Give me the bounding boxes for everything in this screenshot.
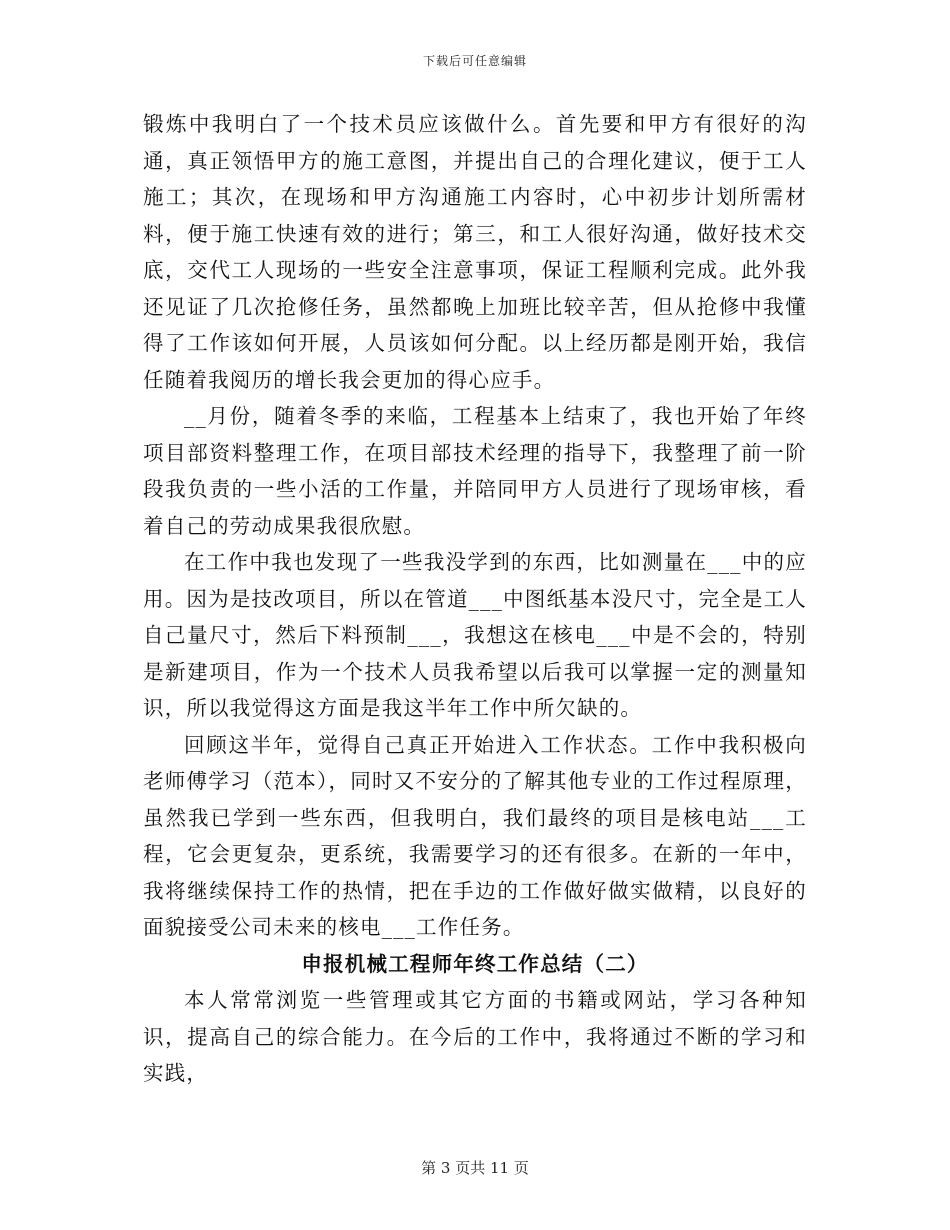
page-header: 下载后可任意编辑 xyxy=(422,54,527,68)
page-footer: 第 3 页共 11 页 xyxy=(421,1159,529,1177)
paragraph-4: 回顾这半年，觉得自己真正开始进入工作状态。工作中我积极向老师傅学习（范本），同时又不安分的了解其他专业的工作过程原理，虽然我已学到一些东西，但我明白，我们最终的项目是核电站___工程，它会更复杂，更系统，我需要学习的还有很多。在新的一年中，我将继续保持工作的热情，把在手边的工作做好做实做精，以良好的面貌接受公司未来的核电___工作任务。 xyxy=(143,732,807,939)
document-body xyxy=(143,106,807,1092)
paragraph-1: 锻炼中我明白了一个技术员应该做什么。首先要和甲方有很好的沟通，真正领悟甲方的施工意图，并提出自己的合理化建议，便于工人施工；其次，在现场和甲方沟通施工内容时，心中初步计划所需材料，便于施工快速有效的进行；第三，和工人很好沟通，做好技术交底，交代工人现场的一些安全注意事项，保证工程顺利完成。此外我还见证了几次抢修任务，虽然都晚上加班比较辛苦，但从抢修中我懂得了工作该如何开展，人员该如何分配。以上经历都是刚开始，我信任随着我阅历的增长我会更加的得心应手。 xyxy=(143,112,807,392)
paragraph-5: 本人常常浏览一些管理或其它方面的书籍或网站，学习各种知识，提高自己的综合能力。在今后的工作中，我将通过不断的学习和实践， xyxy=(143,988,807,1085)
paragraph-3: 在工作中我也发现了一些我没学到的东西，比如测量在___中的应用。因为是技改项目，所以在管道___中图纸基本没尺寸，完全是工人自己量尺寸，然后下料预制___，我想这在核电___中是不会的，特别是新建项目，作为一个技术人员我希望以后我可以掌握一定的测量知识，所以我觉得这方面是我这半年工作中所欠缺的。 xyxy=(143,550,807,720)
section-title: 申报机械工程师年终工作总结（二） xyxy=(301,951,649,976)
paragraph-2: __月份，随着冬季的来临，工程基本上结束了，我也开始了年终项目部资料整理工作，在项目部技术经理的指导下，我整理了前一阶段我负责的一些小活的工作量，并陪同甲方人员进行了现场审核，看着自己的劳动成果我很欣慰。 xyxy=(143,404,807,538)
